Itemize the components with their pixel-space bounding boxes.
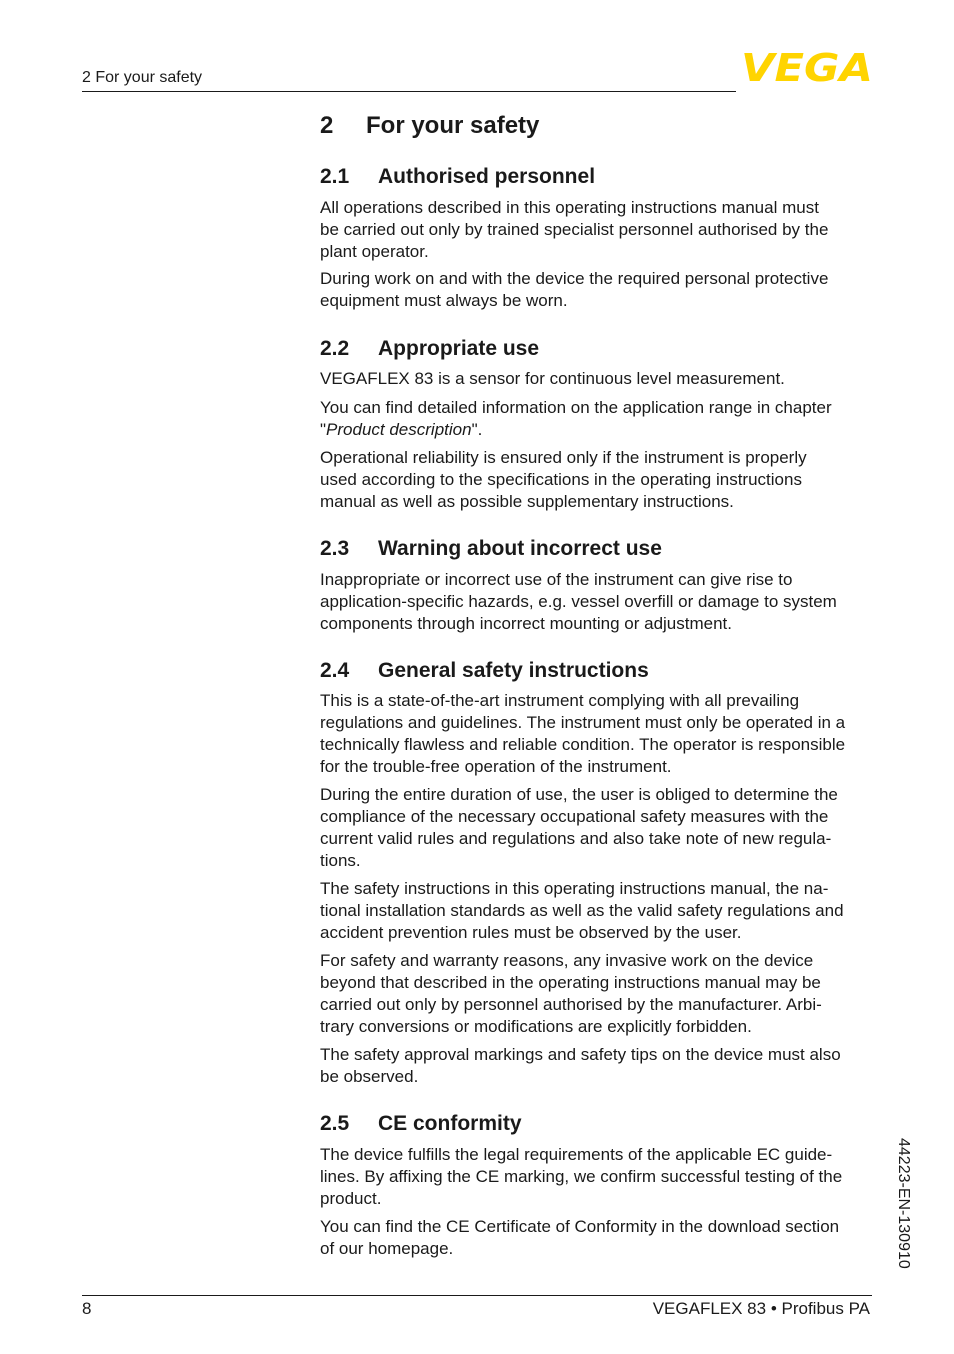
paragraph: Inappropriate or incorrect use of the instrument can give rise to application-specific hazards, e.g. vessel overfill or damage to system components through incorrect mounting or adjustment. — [320, 570, 837, 633]
section-title: Authorised personnel — [378, 165, 596, 188]
logo-text: VEGA — [741, 50, 873, 84]
paragraph: During the entire duration of use, the user is obliged to determine the compliance of the necessary occupational safety measures with the current valid rules and regulations and also take note of new regula- tions. — [320, 785, 838, 870]
header-divider — [82, 91, 736, 92]
section-title: CE conformity — [378, 1112, 522, 1135]
chapter-reference: "Product description". — [320, 420, 483, 439]
paragraph: During work on and with the device the required personal protective equipment must always be worn. — [320, 269, 829, 310]
paragraph: The safety approval markings and safety tips on the device must also be observed. — [320, 1045, 841, 1086]
section-number: 2.2 — [320, 337, 350, 360]
page-number: 8 — [82, 1299, 92, 1318]
paragraph: This is a state-of-the-art instrument complying with all prevailing regulations and guidelines. The instrument must only be operated in a technically flawless and reliable condition. The operator is responsible for the trouble-free operation of the instrument. — [320, 691, 846, 776]
paragraph: Operational reliability is ensured only if the instrument is properly used according to the specifications in the operating instructions manual as well as possible supplementary instructions. — [320, 448, 807, 511]
section-heading-2-5 — [320, 1110, 522, 1138]
section-title: Warning about incorrect use — [378, 537, 662, 560]
paragraph: You can find detailed information on the application range in chapter "Product description". — [320, 397, 876, 441]
chapter-title-text: For your safety — [366, 112, 540, 139]
section-number: 2.1 — [320, 165, 350, 188]
section-heading-2-1 — [320, 163, 595, 191]
paragraph: VEGAFLEX 83 is a sensor for continuous level measurement. — [320, 369, 785, 388]
section-title: General safety instructions — [378, 659, 649, 682]
chapter-number: 2 — [320, 112, 334, 139]
vega-logo — [741, 50, 873, 84]
footer-divider — [82, 1295, 872, 1296]
running-header: 2 For your safety — [82, 69, 203, 86]
section-number: 2.3 — [320, 537, 350, 560]
section-heading-2-4 — [320, 657, 649, 685]
paragraph: The device fulfills the legal requirements of the applicable EC guide- lines. By affixing the CE marking, we confirm successful testing of the product. — [320, 1145, 843, 1208]
section-number: 2.5 — [320, 1112, 350, 1135]
section-title: Appropriate use — [378, 337, 540, 360]
chapter-title — [320, 110, 539, 142]
paragraph: For safety and warranty reasons, any invasive work on the device beyond that described in the operating instructions manual may be carried out only by personnel authorised by the manufacturer. Arbi- trary conversions or modifications are explicitly forbidden. — [320, 951, 822, 1036]
paragraph: The safety instructions in this operating instructions manual, the na- tional installation standards as well as the valid safety regulations and accident prevention rules must be observed by the user. — [320, 879, 844, 942]
section-heading-2-2 — [320, 335, 539, 363]
paragraph: All operations described in this operating instructions manual must be carried out only by trained specialist personnel authorised by the plant operator. — [320, 198, 829, 261]
paragraph: You can find the CE Certificate of Conformity in the download section of our homepage. — [320, 1217, 840, 1258]
section-number: 2.4 — [320, 659, 350, 682]
section-heading-2-3 — [320, 535, 662, 563]
document-code: 44223-EN-130910 — [895, 1138, 912, 1269]
footer-product: VEGAFLEX 83 • Profibus PA — [652, 1299, 870, 1318]
